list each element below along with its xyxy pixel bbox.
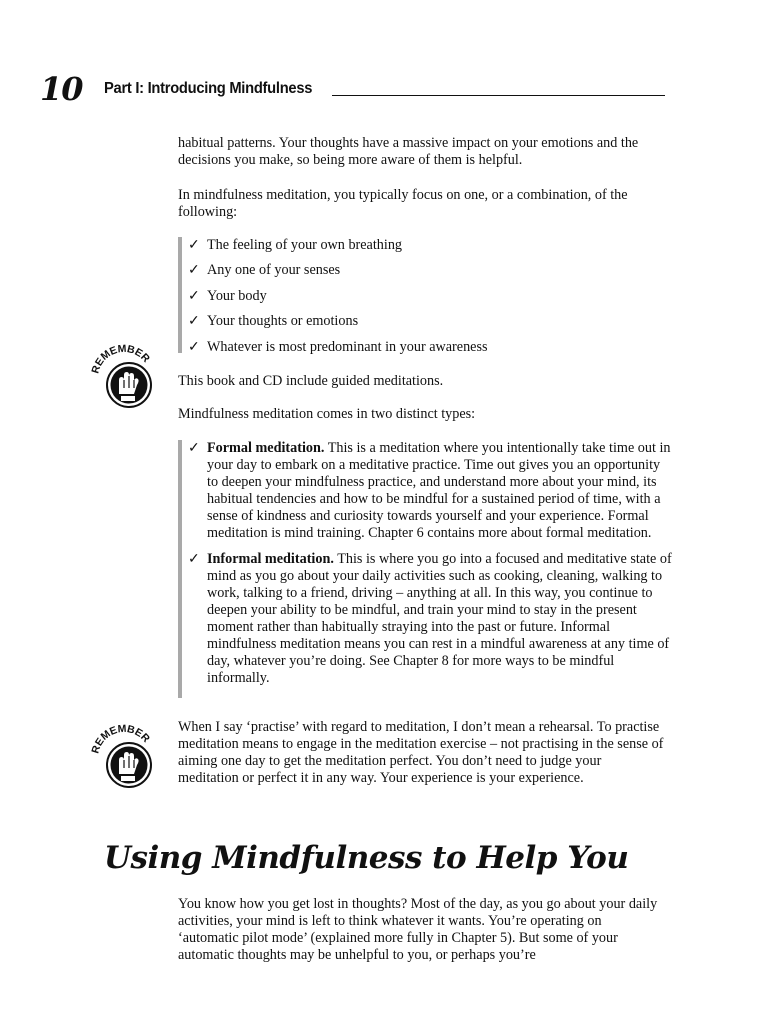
list-item-text: Whatever is most predominant in your awareness [207,338,488,355]
check-icon: ✓ [188,238,200,253]
definition-informal: This is where you go into a focused and meditative state of mind as you go about your daily activities such as cooking, cleaning, walking to work, talking to a friend, driving – anything at all. In this way, you continue to deepen your ability to be mindful, and train your mind to stay in the present moment rather than habitually straying into the past or future. Informal mindfulness meditation means you can rest in a mindful awareness at any time of day, whatever you’re doing. See Chapter 8 for more ways to be mindful informally. [207,551,672,686]
list-item-text: Your thoughts or emotions [207,313,359,330]
list-item-text [207,551,674,687]
running-head [104,80,665,98]
check-icon: ✓ [188,314,200,330]
list-item-text [207,440,674,542]
check-icon: ✓ [188,552,200,567]
check-icon: ✓ [188,263,200,279]
page-number: 10 [40,70,83,108]
list-item-formal [188,440,674,542]
list-item-text: Any one of your senses [207,262,341,279]
paragraph: You know how you get lost in thoughts? Most of the day, as you go about your daily activities, your mind is left to think whatever it wants. You’re operating on ‘automatic pilot mode’ (explained more fully in Chapter 5). But some of your automatic thoughts may be unhelpful to you, or perhaps you’re [178,896,658,963]
list-item [188,339,674,364]
check-icon: ✓ [188,288,200,304]
remember-icon [88,718,160,790]
paragraph: Mindfulness meditation comes in two distinct types: [178,406,476,422]
list-item-text: Your body [207,287,267,304]
term-formal: Formal meditation. [207,440,325,456]
check-icon: ✓ [188,339,200,355]
running-head-title: Part I: Introducing Mindfulness [104,80,313,97]
list-item [188,237,674,262]
remember-paragraph: When I say ‘practise’ with regard to meditation, I don’t mean a rehearsal. To practise meditation means to engage in the meditation exercise – not practising in the sense of aiming one day to get the meditation perfect. You don’t need to judge your meditation or perfect it in any way. Your experience is your experience. [178,719,664,786]
header-rule [332,95,665,96]
remember-label: REMEMBER [89,722,153,755]
list-item [188,288,674,313]
list-item [188,262,674,287]
paragraph: In mindfulness meditation, you typically focus on one, or a combination, of the following: [178,187,628,220]
paragraph: habitual patterns. Your thoughts have a massive impact on your emotions and the decisions you make, so being more aware of them is helpful. [178,135,639,168]
section-heading: Using Mindfulness to Help You [104,840,629,876]
remember-paragraph: This book and CD include guided meditations. [178,373,444,389]
list-item [188,313,674,338]
meditation-types-list [178,440,674,698]
remember-label: REMEMBER [89,342,153,375]
list-item-informal [188,551,674,687]
definition-formal: This is a meditation where you intentionally take time out in your day to embark on a meditative practice. Time out gives you an opportunity to deepen your mindfulness practice, and understand more about your mind, its habitual tendencies and how to be mindful for a sustained period of time, with a sense of kindness and curiosity towards yourself and your experience. Formal meditation is mind training. Chapter 6 contains more about formal meditation. [207,440,671,541]
focus-list [178,237,674,353]
remember-icon [88,338,160,410]
list-item-text: The feeling of your own breathing [207,237,403,253]
check-icon: ✓ [188,441,200,456]
term-informal: Informal meditation. [207,551,334,567]
